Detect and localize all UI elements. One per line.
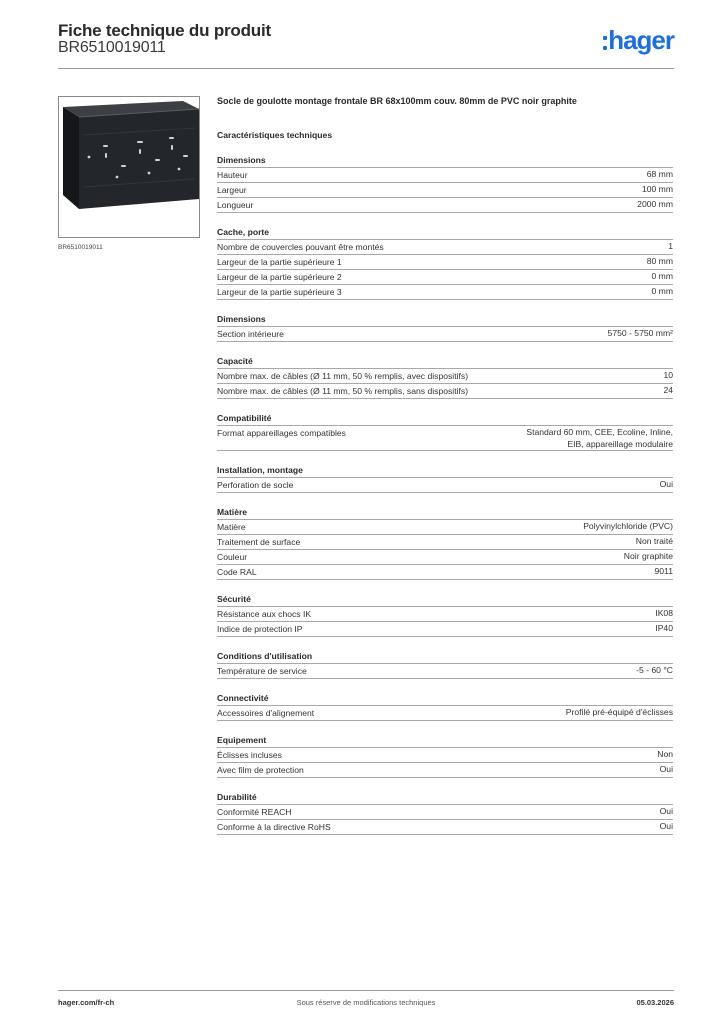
spec-group-title: Sécurité: [217, 594, 251, 604]
product-description: Socle de goulotte montage frontale BR 68x100mm couv. 80mm de PVC noir graphite: [217, 96, 577, 106]
trunking-illustration: [59, 97, 199, 237]
spec-row: [217, 549, 673, 564]
spec-row: [217, 477, 673, 493]
spec-value: Standard 60 mm, CEE, Ecoline, Inline, EIB, appareillage modulaire: [526, 427, 673, 449]
spec-value: -5 - 60 °C: [636, 665, 673, 675]
spec-value: IK08: [655, 608, 673, 618]
footer-divider: [58, 990, 674, 991]
spec-group-title: Compatibilité: [217, 413, 272, 423]
footer-website-link[interactable]: hager.com/fr-ch: [58, 998, 115, 1007]
spec-value: 0 mm: [651, 286, 673, 296]
spec-group-title: Conditions d'utilisation: [217, 651, 313, 661]
spec-group-title: Dimensions: [217, 155, 266, 165]
spec-group-title: Connectivité: [217, 693, 269, 703]
spec-group-title: Durabilité: [217, 792, 257, 802]
spec-group: [217, 790, 673, 835]
spec-group: [217, 225, 673, 300]
spec-label: Résistance aux chocs IK: [217, 609, 312, 619]
spec-label: Hauteur: [217, 170, 248, 180]
spec-value: 1: [668, 241, 673, 251]
spec-row: [217, 239, 673, 254]
spec-row: [217, 167, 673, 182]
spec-group: [217, 411, 673, 451]
spec-label: Largeur: [217, 185, 247, 195]
footer-date: 05.03.2026: [636, 998, 674, 1007]
spec-row: [217, 383, 673, 399]
spec-value: 9011: [654, 566, 673, 576]
spec-row: [217, 269, 673, 284]
footer-notice: Sous réserve de modifications techniques: [296, 998, 436, 1007]
spec-label: Conformité REACH: [217, 807, 292, 817]
spec-value: 0 mm: [651, 271, 673, 281]
spec-row: [217, 534, 673, 549]
spec-row: [217, 564, 673, 580]
logo-colon-icon: [603, 36, 607, 50]
spec-row: [217, 705, 673, 721]
spec-row: [217, 197, 673, 213]
document-title: Fiche technique du produit: [58, 21, 271, 40]
spec-row: [217, 326, 673, 342]
spec-label: Perforation de socle: [217, 480, 294, 490]
spec-label: Nombre max. de câbles (Ø 11 mm, 50 % remplis, avec dispositifs): [217, 371, 469, 381]
spec-value: Polyvinylchloride (PVC): [583, 521, 673, 531]
spec-value: 24: [663, 385, 673, 395]
spec-value: 10: [663, 370, 673, 380]
spec-group: [217, 505, 673, 580]
spec-label: Nombre max. de câbles (Ø 11 mm, 50 % remplis, sans dispositifs): [217, 386, 469, 396]
product-image: [58, 96, 200, 238]
product-reference: BR6510019011: [58, 39, 166, 56]
spec-label: Traitement de surface: [217, 537, 301, 547]
spec-group-title: Equipement: [217, 735, 267, 745]
spec-group: [217, 354, 673, 399]
spec-value: 2000 mm: [637, 199, 673, 209]
spec-row: [217, 804, 673, 819]
spec-label: Matière: [217, 522, 246, 532]
spec-value: Noir graphite: [623, 551, 673, 561]
spec-group-title: Cache, porte: [217, 227, 270, 237]
spec-value: Oui: [659, 764, 673, 774]
spec-row: [217, 519, 673, 534]
spec-label: Éclisses incluses: [217, 750, 282, 760]
spec-label: Longueur: [217, 200, 254, 210]
spec-label: Largeur de la partie supérieure 1: [217, 257, 342, 267]
spec-value: Non: [657, 749, 673, 759]
spec-label: Largeur de la partie supérieure 2: [217, 272, 342, 282]
spec-row: [217, 425, 673, 451]
brand-logo: [603, 26, 674, 56]
spec-label: Code RAL: [217, 567, 257, 577]
spec-value: 68 mm: [646, 169, 673, 179]
spec-group: [217, 649, 673, 679]
spec-value: Profilé pré-équipé d'éclisses: [565, 707, 673, 717]
spec-group: [217, 153, 673, 213]
page-footer: [58, 998, 674, 1010]
spec-group-title: Matière: [217, 507, 248, 517]
technical-heading: Caractéristiques techniques: [217, 130, 333, 140]
spec-value: 100 mm: [641, 184, 673, 194]
spec-value: Oui: [659, 479, 673, 489]
spec-label: Conforme à la directive RoHS: [217, 822, 331, 832]
spec-value: IP40: [655, 623, 673, 633]
spec-label: Accessoires d'alignement: [217, 708, 315, 718]
spec-label: Nombre de couvercles pouvant être montés: [217, 242, 384, 252]
spec-group: [217, 733, 673, 778]
spec-group-title: Installation, montage: [217, 465, 303, 475]
spec-row: [217, 606, 673, 621]
spec-row: [217, 182, 673, 197]
spec-value: 5750 - 5750 mm²: [607, 328, 673, 338]
spec-group: [217, 691, 673, 721]
spec-label: Couleur: [217, 552, 248, 562]
spec-label: Avec film de protection: [217, 765, 304, 775]
product-specs: [217, 94, 673, 835]
spec-group-title: Capacité: [217, 356, 253, 366]
spec-value: 80 mm: [646, 256, 673, 266]
spec-label: Section intérieure: [217, 329, 284, 339]
brand-wordmark: hager: [608, 25, 674, 55]
image-caption: BR6510019011: [58, 244, 103, 251]
spec-label: Format appareillages compatibles: [217, 428, 346, 438]
spec-value: Oui: [659, 806, 673, 816]
spec-group-title: Dimensions: [217, 314, 266, 324]
spec-row: [217, 254, 673, 269]
spec-row: [217, 819, 673, 835]
spec-value: Non traité: [635, 536, 673, 546]
spec-row: [217, 621, 673, 637]
spec-label: Température de service: [217, 666, 307, 676]
spec-label: Indice de protection IP: [217, 624, 303, 634]
spec-group: [217, 592, 673, 637]
spec-label: Largeur de la partie supérieure 3: [217, 287, 342, 297]
spec-row: [217, 762, 673, 778]
spec-row: [217, 663, 673, 679]
spec-row: [217, 747, 673, 762]
spec-group: [217, 312, 673, 342]
spec-group: [217, 463, 673, 493]
spec-row: [217, 284, 673, 300]
spec-value: Oui: [659, 821, 673, 831]
page-header: [58, 20, 674, 68]
header-divider: [58, 68, 674, 69]
spec-row: [217, 368, 673, 383]
spec-groups: [217, 153, 673, 835]
